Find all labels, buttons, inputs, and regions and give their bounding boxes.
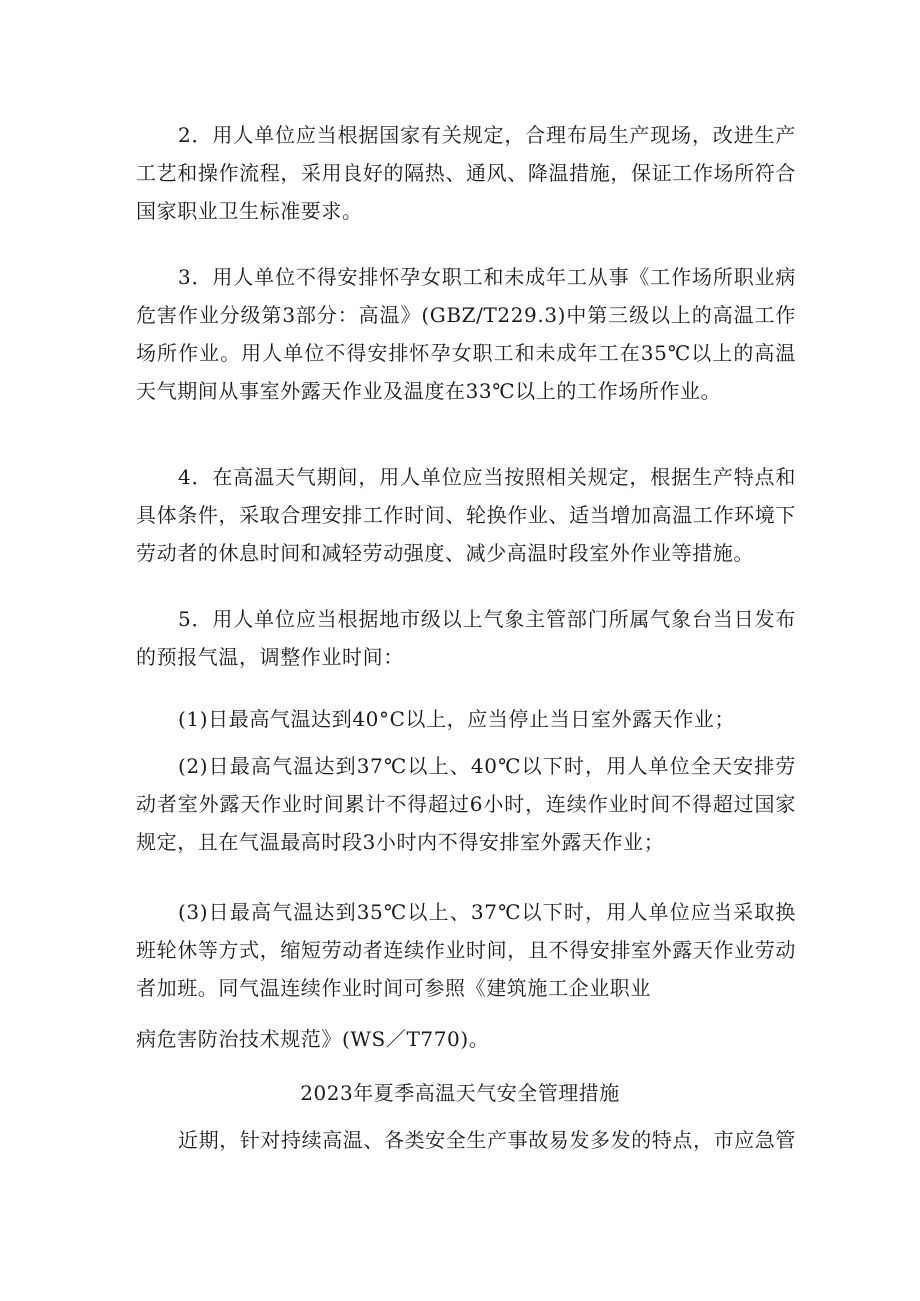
paragraph-item-2: 2．用人单位应当根据国家有关规定，合理布局生产现场，改进生产工艺和操作流程，采用良好的隔热、通风、降温措施，保证工作场所符合国家职业卫生标准要求。 xyxy=(136,123,796,223)
paragraph-sub-2: (2)日最高气温达到37℃以上、40℃以下时，用人单位全天安排劳动者室外露天作业时间累计不得超过6小时，连续作业时间不得超过国家规定，且在气温最高时段3小时内不得安排室外露天作业； xyxy=(136,754,796,854)
paragraph-item-5: 5．用人单位应当根据地市级以上气象主管部门所属气象台当日发布的预报气温，调整作业时间： xyxy=(136,607,796,669)
paragraph-sub-3-continuation: 病危害防治技术规范》(WS／T770)。 xyxy=(136,1027,490,1051)
paragraph-sub-3: (3)日最高气温达到35℃以上、37℃以下时，用人单位应当采取换班轮休等方式，缩短劳动者连续作业时间，且不得安排室外露天作业劳动者加班。同气温连续作业时间可参照《建筑施工企业职业 xyxy=(136,900,796,1000)
paragraph-item-3: 3．用人单位不得安排怀孕女职工和未成年工从事《工作场所职业病危害作业分级第3部分：高温》(GBZ/T229.3)中第三级以上的高温工作场所作业。用人单位不得安排怀孕女职工和未成年工在35℃以上的高温天气期间从事室外露天作业及温度在33℃以上的工作场所作业。 xyxy=(136,265,796,403)
paragraph-sub-1: (1)日最高气温达到40°C以上，应当停止当日室外露天作业； xyxy=(178,707,736,731)
intro-paragraph: 近期，针对持续高温、各类安全生产事故易发多发的特点，市应急管 xyxy=(178,1128,796,1152)
paragraph-item-4: 4．在高温天气期间，用人单位应当按照相关规定，根据生产特点和具体条件，采取合理安排工作时间、轮换作业、适当增加高温工作环境下劳动者的休息时间和减轻劳动强度、减少高温时段室外作业等措施。 xyxy=(136,465,796,565)
section-heading: 2023年夏季高温天气安全管理措施 xyxy=(300,1081,620,1105)
